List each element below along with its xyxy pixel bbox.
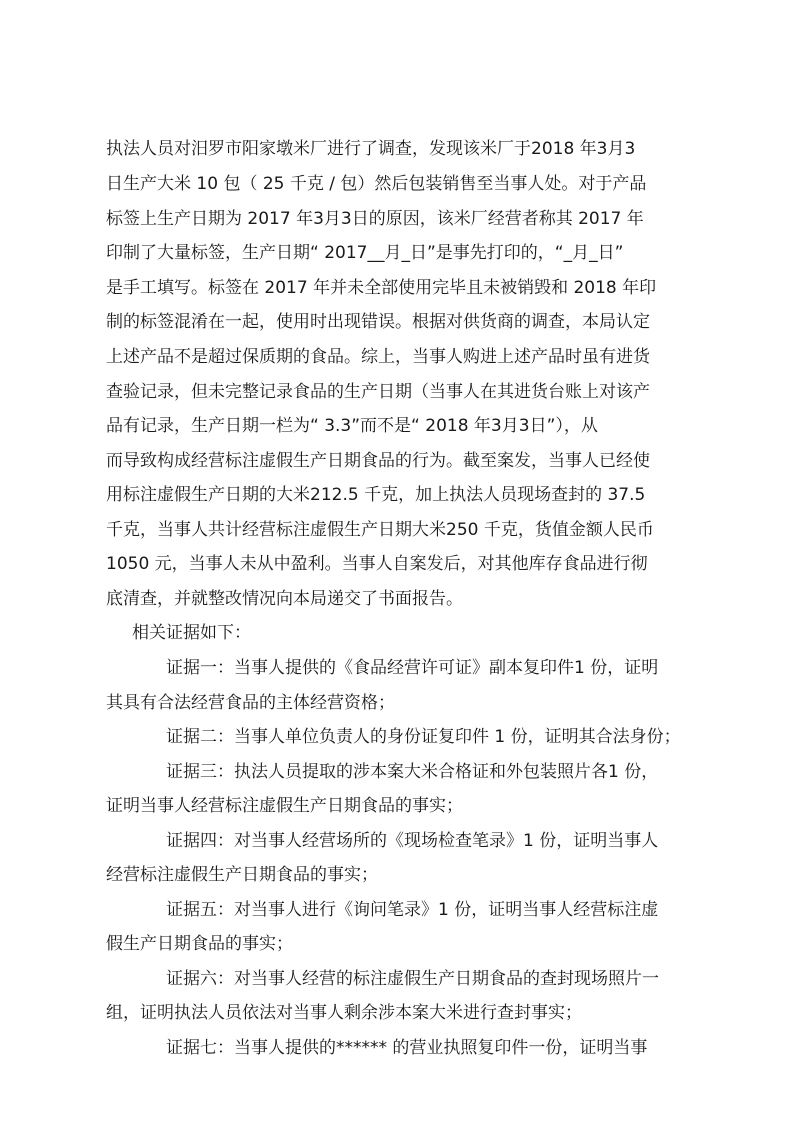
evidence-1-line-2: 其具有合法经营食品的主体经营资格； xyxy=(106,693,395,713)
text-line-8: 查验记录，但未完整记录食品的生产日期（当事人在其进货台账上对该产 xyxy=(106,382,650,402)
evidence-2-line-1: 证据二：当事人单位负责人的身份证复印件 1 份，证明其合法身份； xyxy=(166,727,681,747)
text-line-4: 印制了大量标签，生产日期“ 2017__月_日”是事先打印的，“_月_日” xyxy=(106,243,624,263)
text-line-7: 上述产品不是超过保质期的食品。综上，当事人购进上述产品时虽有进货 xyxy=(106,347,650,367)
text-line-3: 标签上生产日期为 2017 年3月3日的原因，该米厂经营者称其 2017 年 xyxy=(106,209,644,229)
evidence-5-line-2: 假生产日期食品的事实； xyxy=(106,934,293,954)
text-line-11: 用标注虚假生产日期的大米212.5 千克，加上执法人员现场查封的 37.5 xyxy=(106,485,646,505)
text-line-13: 1050 元，当事人未从中盈利。当事人自案发后，对其他库存食品进行彻 xyxy=(106,554,648,574)
text-line-6: 制的标签混淆在一起，使用时出现错误。根据对供货商的调查，本局认定 xyxy=(106,312,650,332)
evidence-4-line-2: 经营标注虚假生产日期食品的事实； xyxy=(106,865,378,885)
evidence-1-line-1: 证据一：当事人提供的《食品经营许可证》副本复印件1 份，证明 xyxy=(166,658,659,678)
evidence-3-line-1: 证据三：执法人员提取的涉本案大米合格证和外包装照片各1 份， xyxy=(166,762,659,782)
text-line-1: 执法人员对汨罗市阳家墩米厂进行了调查，发现该米厂于2018 年3月3 xyxy=(106,139,636,159)
text-line-2: 日生产大米 10 包（ 25 千克 / 包）然后包装销售至当事人处。对于产品 xyxy=(106,174,647,194)
evidence-3-line-2: 证明当事人经营标注虚假生产日期食品的事实； xyxy=(106,796,463,816)
text-line-14: 底清查，并就整改情况向本局递交了书面报告。 xyxy=(106,589,463,609)
text-line-5: 是手工填写。标签在 2017 年并未全部使用完毕且未被销毁和 2018 年印 xyxy=(106,278,657,298)
evidence-6-line-1: 证据六：对当事人经营的标注虚假生产日期食品的查封现场照片一 xyxy=(166,969,659,989)
evidence-heading: 相关证据如下： xyxy=(132,623,251,643)
evidence-4-line-1: 证据四：对当事人经营场所的《现场检查笔录》1 份，证明当事人 xyxy=(166,831,659,851)
evidence-5-line-1: 证据五：对当事人进行《询问笔录》1 份，证明当事人经营标注虚 xyxy=(166,900,659,920)
text-line-12: 千克，当事人共计经营标注虚假生产日期大米250 千克，货值金额人民币 xyxy=(106,520,654,540)
evidence-7-line-1: 证据七：当事人提供的****** 的营业执照复印件一份，证明当事 xyxy=(166,1038,648,1058)
text-line-9: 品有记录，生产日期一栏为“ 3.3”而不是“ 2018 年3月3日”），从 xyxy=(106,416,598,436)
text-line-10: 而导致构成经营标注虚假生产日期食品的行为。截至案发，当事人已经使 xyxy=(106,451,650,471)
evidence-6-line-2: 组，证明执法人员依法对当事人剩余涉本案大米进行查封事实； xyxy=(106,1003,582,1023)
